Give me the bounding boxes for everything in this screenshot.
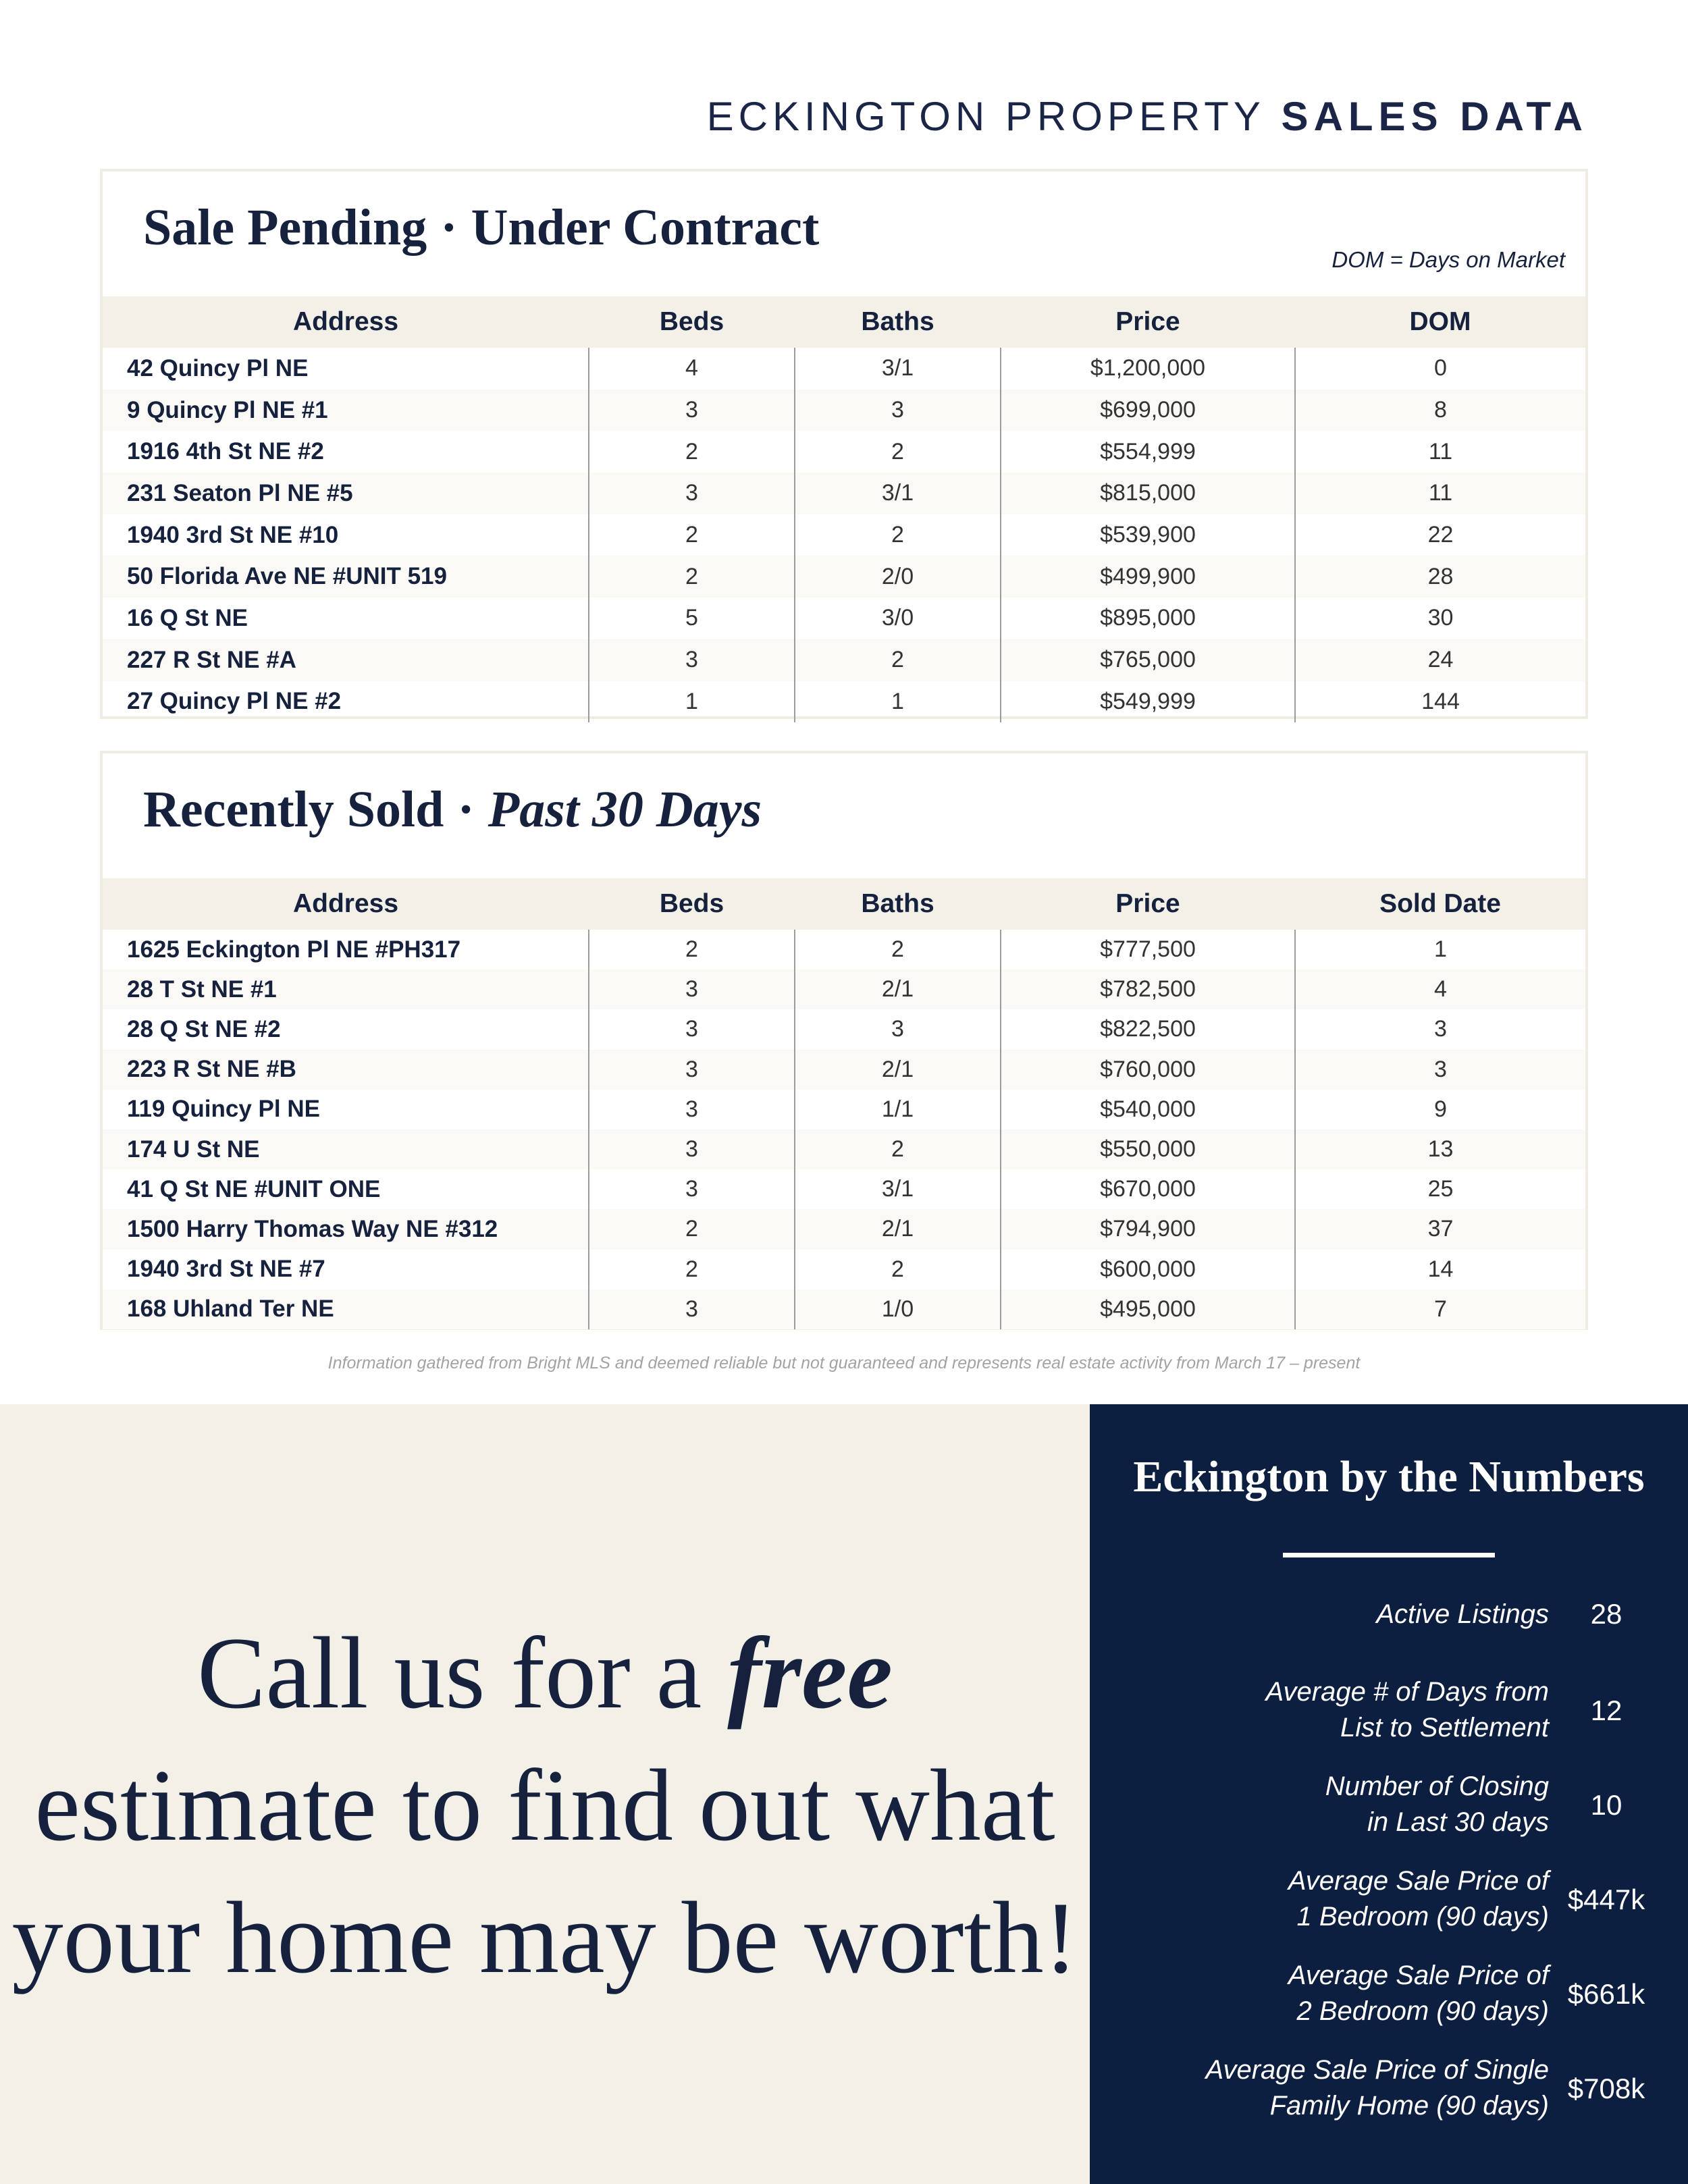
table-row — [103, 1169, 1585, 1209]
cell-baths: 3 — [795, 1009, 1001, 1049]
cell-beds: 5 — [589, 597, 795, 639]
column-header-beds: Beds — [589, 296, 795, 348]
cell-beds: 3 — [589, 1169, 795, 1209]
pending-table-header — [103, 296, 1585, 348]
cell-price: $782,500 — [1001, 969, 1295, 1009]
table-row — [103, 681, 1585, 723]
stat-value: $447k — [1567, 1884, 1645, 1915]
cell-address: 1940 3rd St NE #7 — [127, 1256, 325, 1283]
cell-price: $794,900 — [1001, 1209, 1295, 1249]
pending-title-main: Sale Pending — [143, 199, 427, 256]
stat-value: 12 — [1590, 1695, 1623, 1726]
stat-value: $661k — [1567, 1978, 1645, 2010]
cell-dom: 28 — [1295, 556, 1585, 597]
cta-line-2: estimate to find out what — [34, 1749, 1055, 1862]
cell-address: 42 Quincy Pl NE — [127, 354, 309, 381]
stats-panel — [1090, 1404, 1688, 2184]
cell-sold-date: 1 — [1295, 930, 1585, 969]
cell-beds: 3 — [589, 1129, 795, 1169]
cell-address: 41 Q St NE #UNIT ONE — [127, 1175, 381, 1202]
cell-beds: 1 — [589, 681, 795, 723]
cell-baths: 3/1 — [795, 473, 1001, 514]
column-header-address: Address — [103, 296, 589, 348]
cell-address: 168 Uhland Ter NE — [103, 1289, 589, 1329]
cell-address: 28 T St NE #1 — [103, 969, 589, 1009]
stat-label: Average # of Days from List to Settlement — [1265, 1677, 1549, 1742]
cell-price: $670,000 — [1001, 1169, 1295, 1209]
stat-value: 28 — [1590, 1598, 1623, 1630]
cell-baths: 3/1 — [795, 348, 1001, 390]
cell-address: 1916 4th St NE #2 — [127, 438, 324, 465]
cell-address: 223 R St NE #B — [103, 1050, 589, 1090]
cell-price: $760,000 — [1001, 1050, 1295, 1090]
cell-address: 119 Quincy Pl NE — [127, 1096, 320, 1123]
table-row — [103, 1050, 1585, 1090]
sold-title-main: Recently Sold — [143, 781, 444, 838]
cell-baths: 2 — [795, 930, 1001, 969]
cell-baths: 2 — [795, 514, 1001, 556]
table-row — [103, 473, 1585, 514]
cell-price: $765,000 — [1001, 639, 1295, 681]
column-header-price: Price — [1001, 878, 1295, 930]
pending-title — [143, 198, 819, 257]
cta-emphasis: free — [727, 1616, 893, 1730]
table-row — [103, 1289, 1585, 1329]
cell-price: $895,000 — [1001, 597, 1295, 639]
cell-price: $815,000 — [1001, 473, 1295, 514]
stat-value: 10 — [1590, 1789, 1623, 1821]
cell-price: $699,000 — [1001, 390, 1295, 431]
table-row — [103, 597, 1585, 639]
cell-baths: 2 — [795, 1250, 1001, 1289]
cell-address: 174 U St NE — [103, 1129, 589, 1169]
cell-dom: 8 — [1295, 390, 1585, 431]
cell-sold-date: 4 — [1295, 969, 1585, 1009]
table-row — [103, 390, 1585, 431]
column-header-address: Address — [103, 878, 589, 930]
cell-sold-date: 3 — [1295, 1050, 1585, 1090]
title-separator: · — [440, 199, 458, 256]
cta-text — [0, 1607, 1090, 2004]
table-row — [103, 969, 1585, 1009]
cell-baths: 2 — [795, 1129, 1001, 1169]
cell-baths: 1/0 — [795, 1289, 1001, 1329]
cell-dom: 22 — [1295, 514, 1585, 556]
table-row — [103, 1009, 1585, 1049]
pending-title-sub: Under Contract — [471, 199, 820, 256]
cell-address: 1500 Harry Thomas Way NE #312 — [103, 1209, 589, 1249]
page-title-light: ECKINGTON PROPERTY — [706, 94, 1265, 139]
cell-price: $1,200,000 — [1001, 348, 1295, 390]
dom-note: DOM = Days on Market — [1331, 247, 1565, 272]
cell-beds: 2 — [589, 1209, 795, 1249]
sold-table-body — [103, 930, 1585, 1329]
cell-baths: 3/1 — [795, 1169, 1001, 1209]
stat-label: Number of Closing in Last 30 days — [1325, 1772, 1549, 1837]
sold-title — [143, 780, 762, 839]
table-row — [103, 639, 1585, 681]
table-row — [103, 1250, 1585, 1289]
cell-dom: 11 — [1295, 431, 1585, 473]
cell-beds: 3 — [589, 1050, 795, 1090]
column-header-dom: DOM — [1295, 296, 1585, 348]
cell-beds: 3 — [589, 473, 795, 514]
table-row — [103, 431, 1585, 473]
cell-address: 50 Florida Ave NE #UNIT 519 — [103, 556, 589, 597]
cell-address: 227 R St NE #A — [103, 639, 589, 681]
cell-beds: 2 — [589, 556, 795, 597]
page-title — [707, 93, 1588, 140]
table-row — [103, 556, 1585, 597]
sold-panel — [100, 751, 1588, 1330]
cell-beds: 3 — [589, 1090, 795, 1129]
cell-baths: 2/1 — [795, 1050, 1001, 1090]
cell-beds: 2 — [589, 930, 795, 969]
cta-line-1-text: Call us for a — [197, 1616, 702, 1730]
title-separator: · — [457, 781, 475, 838]
disclaimer: Information gathered from Bright MLS and deemed reliable but not guaranteed and represents real estate activity from March 17 – present — [327, 1354, 1361, 1373]
table-row — [103, 348, 1585, 390]
stat-label: Average Sale Price of 2 Bedroom (90 days) — [1288, 1961, 1549, 2026]
cell-price: $495,000 — [1001, 1289, 1295, 1329]
cell-price: $777,500 — [1001, 930, 1295, 969]
cell-beds: 2 — [589, 514, 795, 556]
stats-title: Eckington by the Numbers — [1133, 1452, 1645, 1501]
cell-price: $822,500 — [1001, 1009, 1295, 1049]
cell-sold-date: 13 — [1295, 1129, 1585, 1169]
column-header-baths: Baths — [795, 296, 1001, 348]
cell-beds: 2 — [589, 1250, 795, 1289]
cell-sold-date: 25 — [1295, 1169, 1585, 1209]
cell-price: $549,999 — [1001, 681, 1295, 723]
cell-baths: 2 — [795, 431, 1001, 473]
column-header-sold-date: Sold Date — [1295, 878, 1585, 930]
sold-table-header — [103, 878, 1585, 930]
pending-table-body — [103, 348, 1585, 722]
column-header-baths: Baths — [795, 878, 1001, 930]
cell-beds: 3 — [589, 1009, 795, 1049]
pending-panel — [100, 169, 1588, 719]
table-row — [103, 514, 1585, 556]
table-row — [103, 1129, 1585, 1169]
cell-baths: 2/1 — [795, 1209, 1001, 1249]
cell-address: 9 Quincy Pl NE #1 — [103, 390, 589, 431]
table-row — [103, 930, 1585, 969]
cell-price: $540,000 — [1001, 1090, 1295, 1129]
cell-baths: 1 — [795, 681, 1001, 723]
cell-price: $539,900 — [1001, 514, 1295, 556]
cell-address: 1940 3rd St NE #10 — [127, 521, 339, 548]
table-row — [103, 1209, 1585, 1249]
cell-sold-date: 14 — [1295, 1250, 1585, 1289]
column-header-beds: Beds — [589, 878, 795, 930]
cell-price: $554,999 — [1001, 431, 1295, 473]
sold-table — [103, 878, 1585, 1329]
cell-dom: 0 — [1295, 348, 1585, 390]
cell-baths: 3/0 — [795, 597, 1001, 639]
cell-beds: 2 — [589, 431, 795, 473]
cell-beds: 3 — [589, 969, 795, 1009]
cell-beds: 3 — [589, 1289, 795, 1329]
cell-sold-date: 3 — [1295, 1009, 1585, 1049]
cell-price: $600,000 — [1001, 1250, 1295, 1289]
cell-baths: 2/1 — [795, 969, 1001, 1009]
cell-baths: 1/1 — [795, 1090, 1001, 1129]
cell-address: 1625 Eckington Pl NE #PH317 — [127, 936, 461, 963]
stat-value: $708k — [1567, 2073, 1645, 2104]
cell-beds: 4 — [589, 348, 795, 390]
stats-divider — [1283, 1553, 1495, 1557]
page-title-bold: SALES DATA — [1281, 94, 1588, 139]
cell-beds: 3 — [589, 390, 795, 431]
cell-price: $550,000 — [1001, 1129, 1295, 1169]
cell-address: 231 Seaton Pl NE #5 — [103, 473, 589, 514]
cta-panel — [0, 1404, 1090, 2184]
cell-address: 16 Q St NE — [127, 604, 248, 631]
cell-address: 28 Q St NE #2 — [127, 1015, 281, 1042]
cta-line-1 — [0, 1607, 1090, 1739]
cell-address: 27 Quincy Pl NE #2 — [127, 688, 342, 715]
sold-title-sub: Past 30 Days — [487, 781, 762, 838]
cell-beds: 3 — [589, 639, 795, 681]
stat-label: Active Listings — [1376, 1599, 1549, 1629]
cell-dom: 11 — [1295, 473, 1585, 514]
cell-baths: 2/0 — [795, 556, 1001, 597]
table-row — [103, 1090, 1585, 1129]
cell-dom: 144 — [1295, 681, 1585, 723]
cell-baths: 3 — [795, 390, 1001, 431]
cell-dom: 30 — [1295, 597, 1585, 639]
stat-label: Average Sale Price of 1 Bedroom (90 days) — [1288, 1866, 1549, 1932]
cta-line-3: your home may be worth! — [11, 1881, 1078, 1994]
cell-sold-date: 37 — [1295, 1209, 1585, 1249]
cell-dom: 24 — [1295, 639, 1585, 681]
cell-baths: 2 — [795, 639, 1001, 681]
stat-label: Average Sale Price of Single Family Home (90 days) — [1205, 2055, 1549, 2121]
cell-sold-date: 9 — [1295, 1090, 1585, 1129]
cell-price: $499,900 — [1001, 556, 1295, 597]
column-header-price: Price — [1001, 296, 1295, 348]
cell-sold-date: 7 — [1295, 1289, 1585, 1329]
pending-table — [103, 296, 1585, 722]
